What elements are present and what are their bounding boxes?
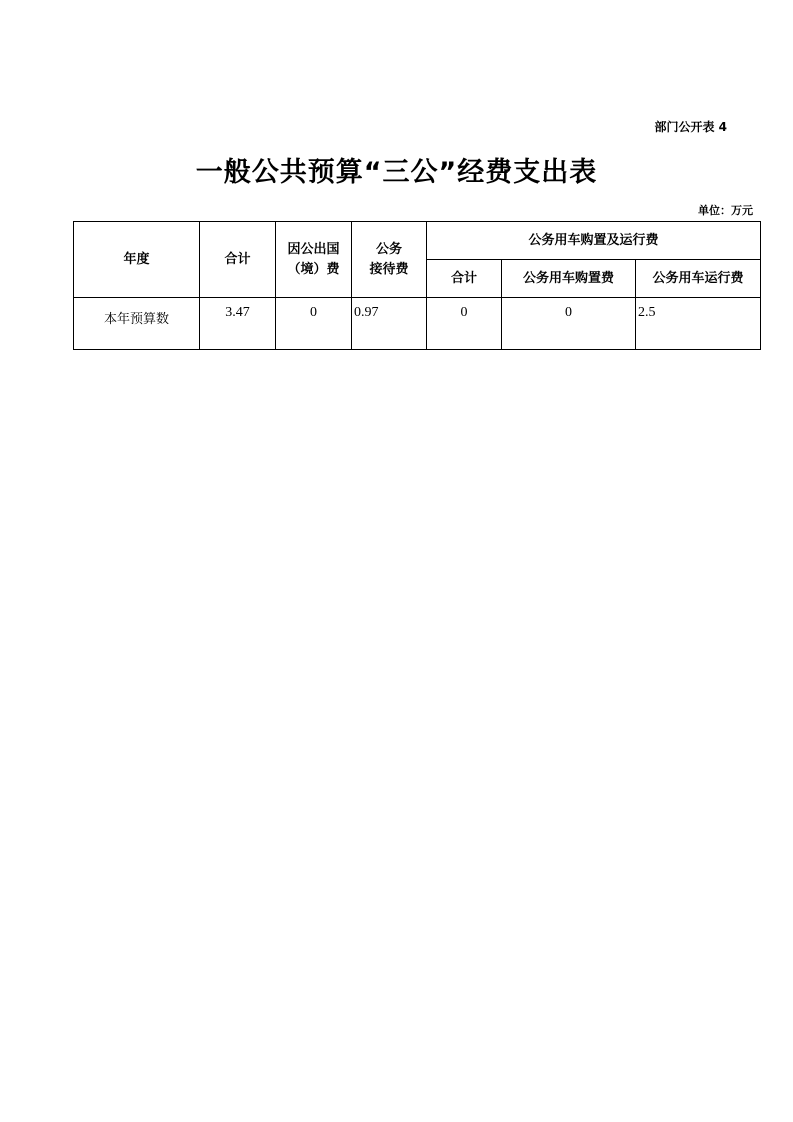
cell-vehicle-total: 0 — [427, 298, 502, 350]
header-outbound — [276, 222, 352, 298]
cell-total: 3.47 — [200, 298, 276, 350]
header-vehicle-purchase: 公务用车购置费 — [502, 260, 636, 298]
header-reception — [352, 222, 427, 298]
header-vehicle-operation: 公务用车运行费 — [636, 260, 761, 298]
table-id: 部门公开表 4 — [654, 120, 727, 134]
header-total: 合计 — [200, 222, 276, 298]
header-vehicle-group: 公务用车购置及运行费 — [427, 222, 761, 260]
header-vehicle-total: 合计 — [427, 260, 502, 298]
header-outbound-line1: 因公出国 — [287, 241, 340, 257]
row-label: 本年预算数 — [74, 298, 200, 350]
unit-label: 单位：万元 — [698, 204, 753, 217]
table-header-row — [74, 222, 761, 260]
header-year: 年度 — [74, 222, 200, 298]
header-reception-line2: 接待费 — [369, 261, 409, 277]
table-row — [74, 298, 761, 350]
page-title: 一般公共预算“三公”经费支出表 — [195, 157, 598, 188]
expense-table — [73, 221, 761, 350]
cell-reception: 0.97 — [352, 298, 427, 350]
header-reception-line1: 公务 — [375, 241, 402, 257]
cell-vehicle-purchase: 0 — [502, 298, 636, 350]
header-outbound-line2: （境）费 — [287, 261, 340, 277]
cell-outbound: 0 — [276, 298, 352, 350]
cell-vehicle-operation: 2.5 — [636, 298, 761, 350]
